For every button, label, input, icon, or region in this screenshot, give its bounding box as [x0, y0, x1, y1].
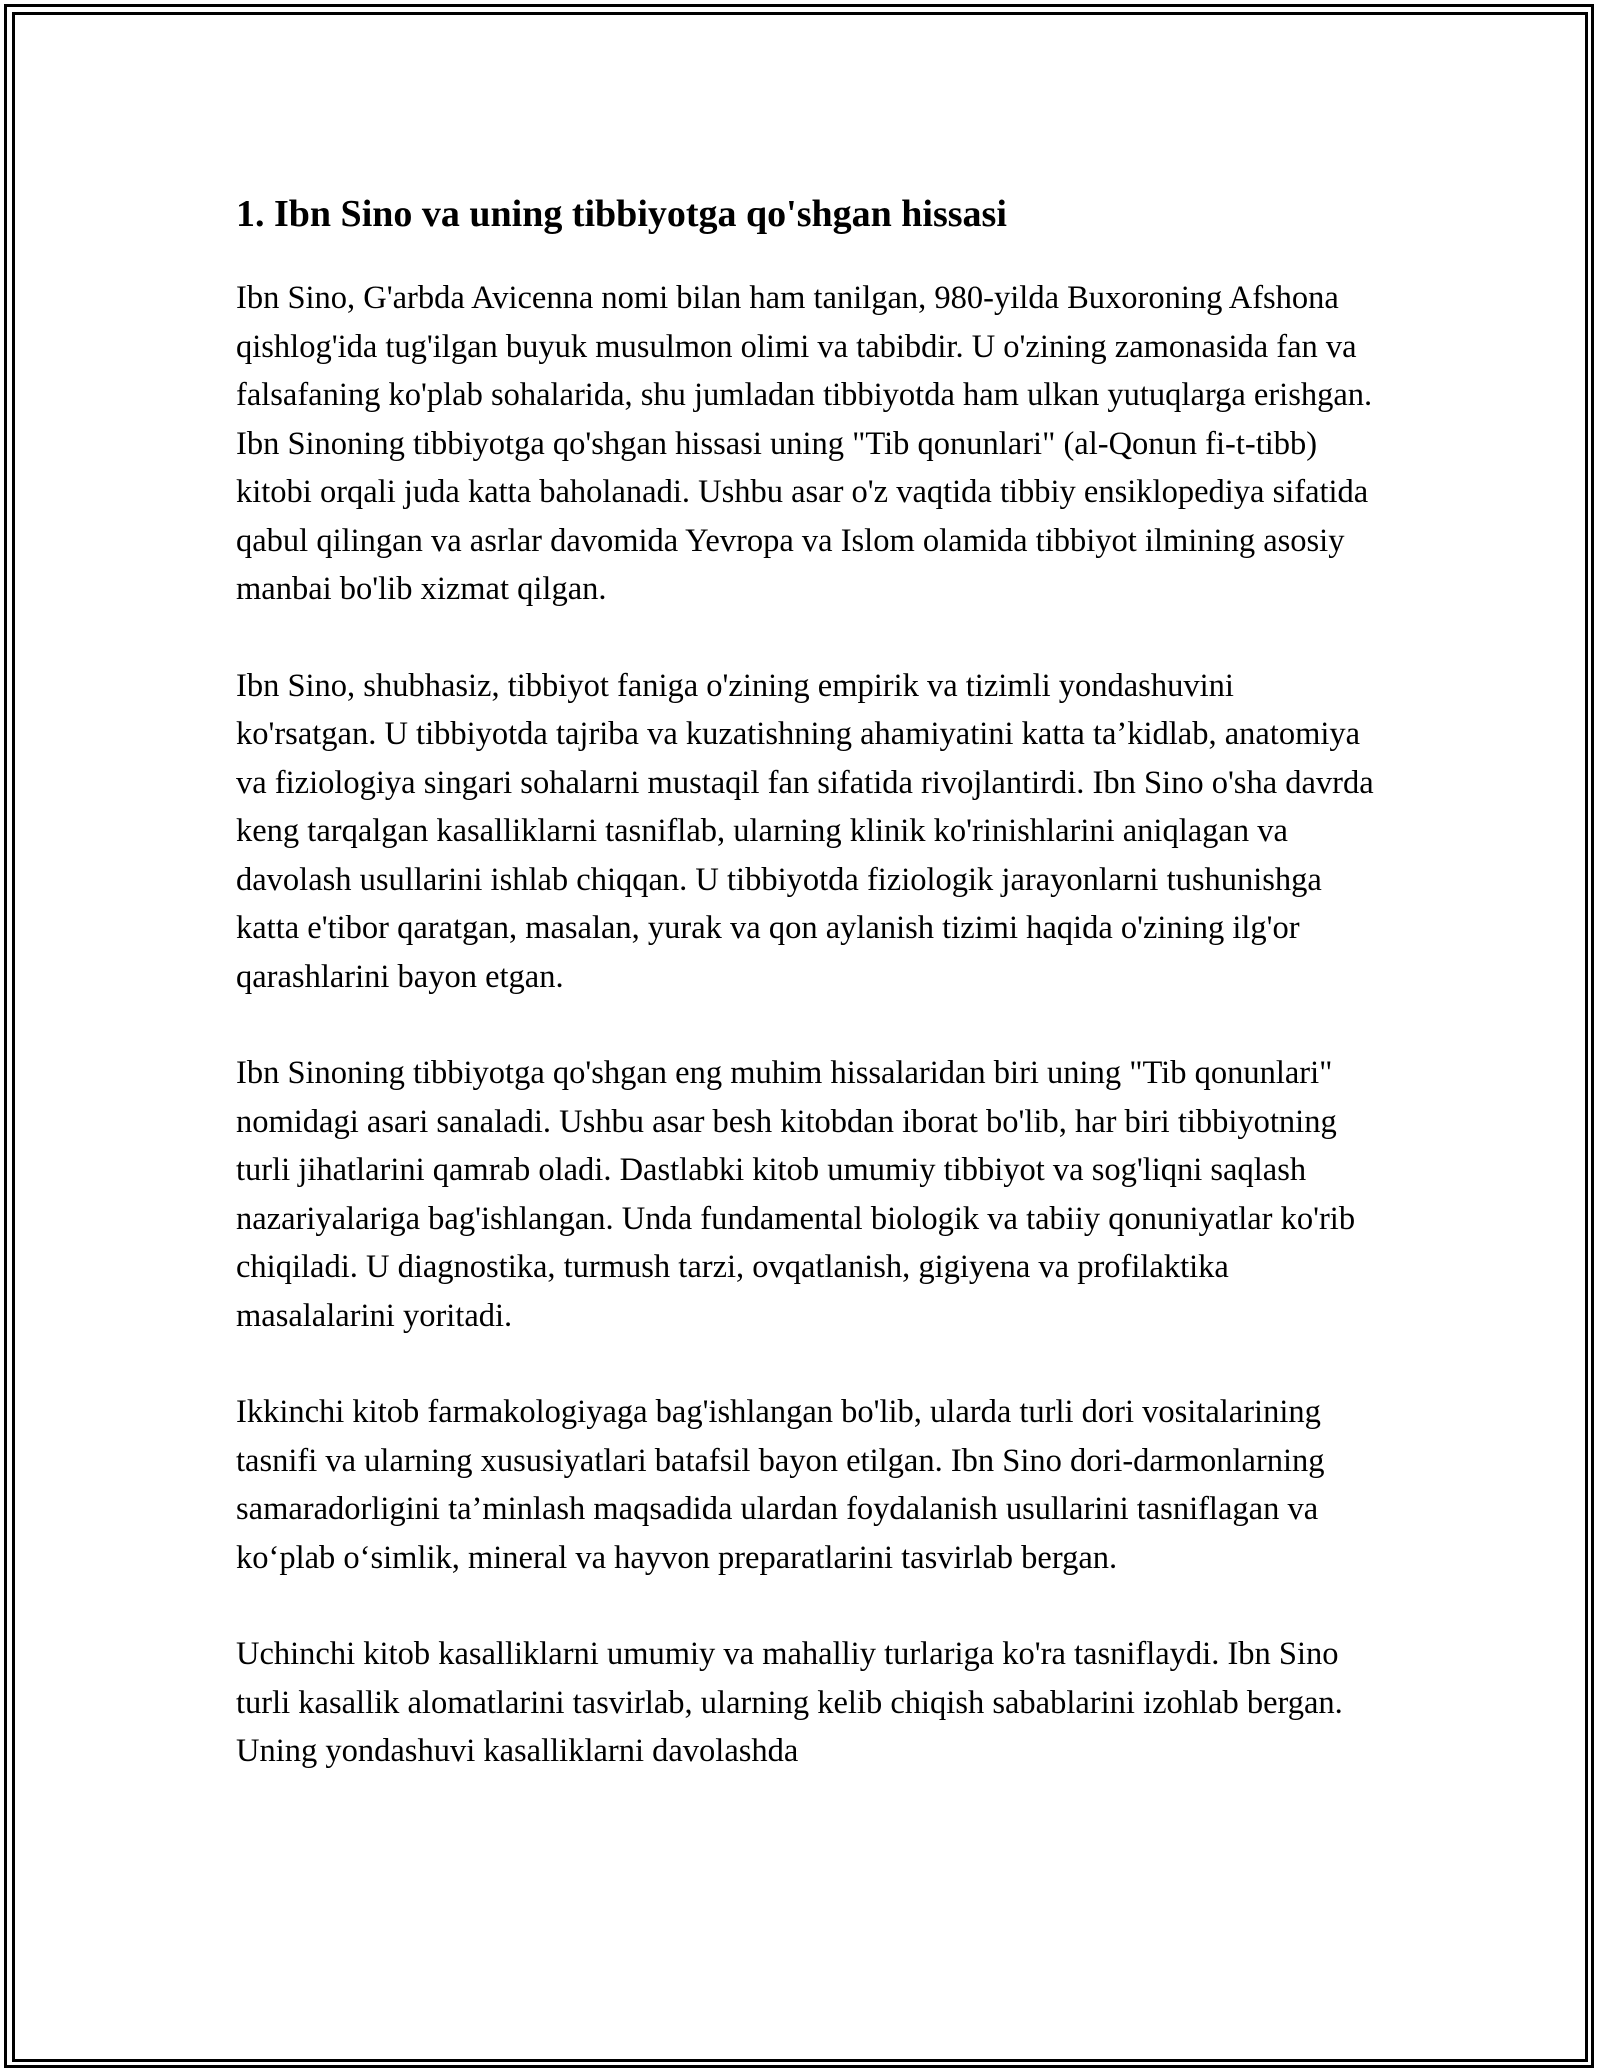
- section-heading: 1. Ibn Sino va uning tibbiyotga qo'shgan hissasi: [236, 193, 1007, 235]
- paragraph-4: Ikkinchi kitob farmakologiyaga bag'ishlangan bo'lib, ularda turli dori vositalarining tasnifi va ularning xususiyatlari batafsil bayon etilgan. Ibn Sino dori-darmonlarning samaradorligini ta’minlash maqsadida ulardan foydalanish usullarini tasniflagan va ko‘plab o‘simlik, mineral va hayvon preparatlarini tasvirlab bergan.: [236, 1394, 1325, 1576]
- paragraph-5: Uchinchi kitob kasalliklarni umumiy va mahalliy turlariga ko'ra tasniflaydi. Ibn Sino turli kasallik alomatlarini tasvirlab, ularning kelib chiqish sabablarini izohlab bergan. Uning yondashuvi kasalliklarni davolashda: [236, 1636, 1343, 1769]
- paragraph-2: Ibn Sino, shubhasiz, tibbiyot faniga o'zining empirik va tizimli yondashuvini ko'rsatgan. U tibbiyotda tajriba va kuzatishning ahamiyatini katta ta’kidlab, anatomiya va fiziologiya singari sohalarni mustaqil fan sifatida rivojlantirdi. Ibn Sino o'sha davrda keng tarqalgan kasalliklarni tasniflab, ularning klinik ko'rinishlarini aniqlagan va davolash usullarini ishlab chiqqan. U tibbiyotda fiziologik jarayonlarni tushunishga katta e'tibor qaratgan, masalan, yurak va qon aylanish tizimi haqida o'zining ilg'or qarashlarini bayon etgan.: [236, 667, 1374, 995]
- document-body: [236, 184, 1376, 1824]
- paragraph-3: Ibn Sinoning tibbiyotga qo'shgan eng muhim hissalaridan biri uning "Tib qonunlari" nomidagi asari sanaladi. Ushbu asar besh kitobdan iborat bo'lib, har biri tibbiyotning turli jihatlarini qamrab oladi. Dastlabki kitob umumiy tibbiyot va sog'liqni saqlash nazariyalariga bag'ishlangan. Unda fundamental biologik va tabiiy qonuniyatlar ko'rib chiqiladi. U diagnostika, turmush tarzi, ovqatlanish, gigiyena va profilaktika masalalarini yoritadi.: [236, 1055, 1356, 1334]
- paragraph-1: Ibn Sino, G'arbda Avicenna nomi bilan ham tanilgan, 980-yilda Buxoroning Afshona qishlog'ida tug'ilgan buyuk musulmon olimi va tabibdir. U o'zining zamonasida fan va falsafaning ko'plab sohalarida, shu jumladan tibbiyotda ham ulkan yutuqlarga erishgan. Ibn Sinoning tibbiyotga qo'shgan hissasi uning "Tib qonunlari" (al-Qonun fi-t-tibb) kitobi orqali juda katta baholanadi. Ushbu asar o'z vaqtida tibbiy ensiklopediya sifatida qabul qilingan va asrlar davomida Yevropa va Islom olamida tibbiyot ilmining asosiy manbai bo'lib xizmat qilgan.: [236, 280, 1373, 607]
